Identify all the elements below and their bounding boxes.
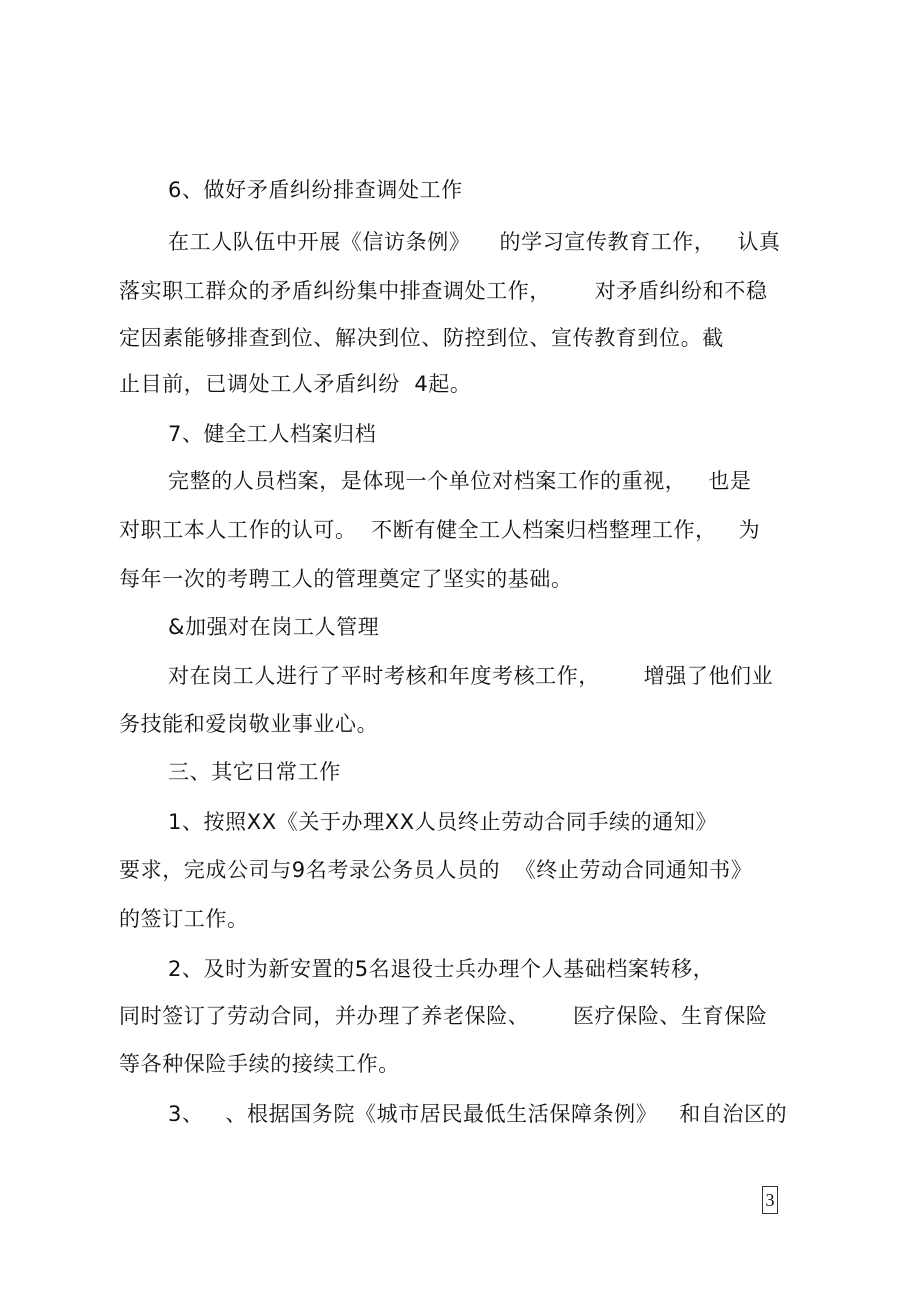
paragraph-line: 对职工本人工作的认可。 不断有健全工人档案归档整理工作， 为 <box>119 518 761 542</box>
paragraph-line: 止目前，已调处工人矛盾纠纷 4起。 <box>119 372 472 396</box>
paragraph-line: 3、 、根据国务院《城市居民最低生活保障条例》 和自治区的 <box>168 1102 788 1126</box>
paragraph-line: 2、及时为新安置的5名退役士兵办理个人基础档案转移， <box>168 957 715 981</box>
heading-7: 7、健全工人档案归档 <box>168 422 377 446</box>
paragraph-line: 完整的人员档案，是体现一个单位对档案工作的重视， 也是 <box>168 469 752 493</box>
paragraph-line: 的签订工作。 <box>119 907 249 931</box>
paragraph-line: 定因素能够排查到位、解决到位、防控到位、宣传教育到位。截 <box>119 326 724 350</box>
paragraph-line: 1、按照XX《关于办理XX人员终止劳动合同手续的通知》 <box>168 810 718 834</box>
paragraph-line: 每年一次的考聘工人的管理奠定了坚实的基础。 <box>119 567 573 591</box>
paragraph-line: 务技能和爱岗敬业事业心。 <box>119 712 379 736</box>
heading-6: 6、做好矛盾纠纷排查调处工作 <box>168 178 463 202</box>
paragraph-line: 落实职工群众的矛盾纠纷集中排查调处工作， 对矛盾纠纷和不稳 <box>119 279 768 303</box>
heading-8: &加强对在岗工人管理 <box>168 615 380 639</box>
section-heading: 三、其它日常工作 <box>168 760 341 784</box>
paragraph-line: 等各种保险手续的接续工作。 <box>119 1052 400 1076</box>
page-number: 3 <box>762 1186 778 1214</box>
paragraph-line: 同时签订了劳动合同，并办理了养老保险、 医疗保险、生育保险 <box>119 1004 768 1028</box>
paragraph-line: 对在岗工人进行了平时考核和年度考核工作， 增强了他们业 <box>168 664 774 688</box>
paragraph-line: 要求，完成公司与9名考录公务员人员的 《终止劳动合同通知书》 <box>119 858 753 882</box>
paragraph-line: 在工人队伍中开展《信访条例》 的学习宣传教育工作， 认真 <box>168 230 781 254</box>
